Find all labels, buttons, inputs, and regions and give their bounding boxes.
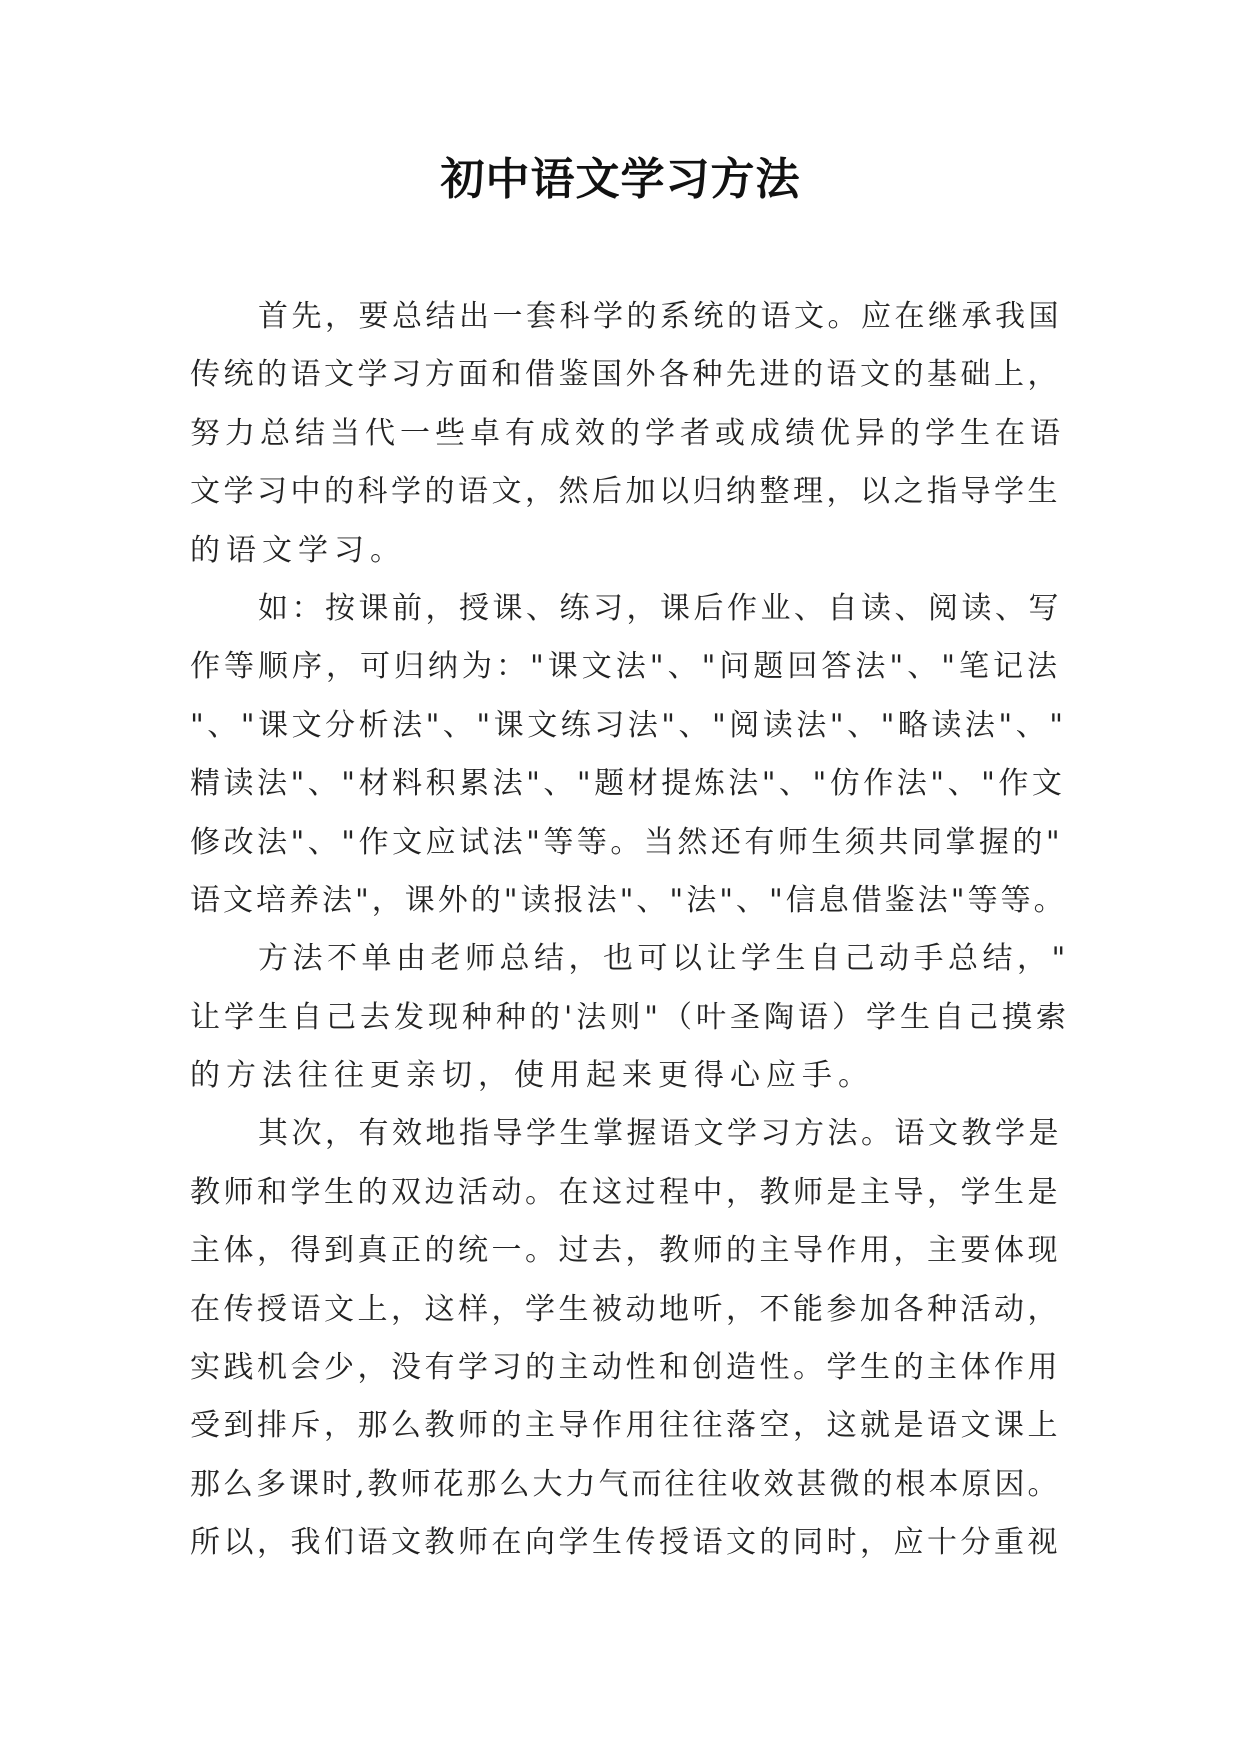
text-line: 受到排斥，那么教师的主导作用往往落空，这就是语文课上 bbox=[190, 1408, 1061, 1444]
document-body bbox=[190, 288, 1072, 1573]
text-line: 让学生自己去发现种种的'法则"（叶圣陶语）学生自己摸索 bbox=[190, 999, 1071, 1035]
document-title: 初中语文学习方法 bbox=[440, 154, 801, 205]
text-line: 所以，我们语文教师在向学生传授语文的同时，应十分重视 bbox=[190, 1525, 1061, 1561]
text-line: 的语文学习。 bbox=[190, 532, 406, 568]
text-line: 那么多课时,教师花那么大力气而往往收效甚微的根本原因。 bbox=[190, 1466, 1061, 1502]
text-line: 的方法往往更亲切，使用起来更得心应手。 bbox=[190, 1058, 874, 1094]
text-line: 传统的语文学习方面和借鉴国外各种先进的语文的基础上， bbox=[190, 357, 1061, 393]
text-line: 实践机会少，没有学习的主动性和创造性。学生的主体作用 bbox=[190, 1350, 1061, 1386]
text-line: 作等顺序，可归纳为："课文法"、"问题回答法"、"笔记法 bbox=[190, 649, 1061, 685]
text-line: 在传授语文上，这样，学生被动地听，不能参加各种活动， bbox=[190, 1291, 1061, 1327]
text-line: 文学习中的科学的语文，然后加以归纳整理，以之指导学生 bbox=[190, 474, 1061, 510]
text-line: 教师和学生的双边活动。在这过程中，教师是主导，学生是 bbox=[190, 1174, 1061, 1210]
text-line: 首先，要总结出一套科学的系统的语文。应在继承我国 bbox=[258, 299, 1062, 334]
text-line: 主体，得到真正的统一。过去，教师的主导作用，主要体现 bbox=[190, 1233, 1061, 1269]
text-line: 其次，有效地指导学生掌握语文学习方法。语文教学是 bbox=[258, 1116, 1062, 1152]
text-line: 方法不单由老师总结，也可以让学生自己动手总结，" bbox=[258, 941, 1070, 977]
text-line: 如：按课前，授课、练习，课后作业、自读、阅读、写 bbox=[258, 590, 1062, 626]
text-line: 语文培养法"，课外的"读报法"、"法"、"信息借鉴法"等等。 bbox=[190, 882, 1067, 918]
text-line: 修改法"、"作文应试法"等等。当然还有师生须共同掌握的" bbox=[190, 824, 1064, 860]
text-line: 精读法"、"材料积累法"、"题材提炼法"、"仿作法"、"作文 bbox=[190, 766, 1066, 802]
text-line: 努力总结当代一些卓有成效的学者或成绩优异的学生在语 bbox=[190, 415, 1065, 451]
text-line: "、"课文分析法"、"课文练习法"、"阅读法"、"略读法"、" bbox=[190, 707, 1067, 743]
